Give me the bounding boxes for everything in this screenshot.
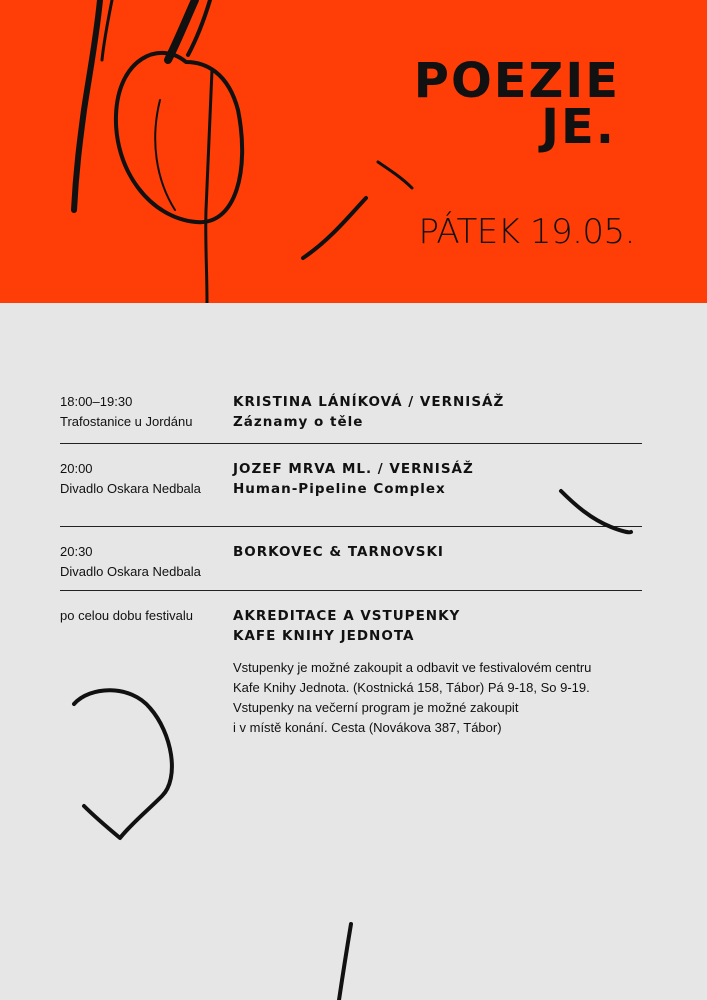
- program-when: [60, 542, 230, 582]
- program-when: [60, 392, 230, 432]
- program-subtitle: Human-Pipeline Complex: [233, 481, 446, 497]
- description-line: i v místě konání. Cesta (Novákova 387, Tábor): [233, 720, 502, 735]
- program-venue: Divadlo Oskara Nedbala: [60, 481, 201, 496]
- poster-header: [0, 0, 707, 303]
- scribble-line: [325, 918, 365, 1000]
- program-time: 18:00–19:30: [60, 394, 133, 409]
- title-line-2: JE.: [541, 99, 616, 155]
- program-what: [233, 392, 642, 432]
- program-time: 20:00: [60, 461, 93, 476]
- scribble-stroke: [555, 485, 645, 540]
- program-time: po celou dobu festivalu: [60, 608, 193, 623]
- program-title: AKREDITACE A VSTUPENKY: [233, 608, 461, 624]
- program-description: [233, 658, 642, 738]
- title-line-1: POEZIE: [413, 53, 620, 109]
- description-line: Vstupenky je možné zakoupit a odbavit ve festivalovém centru: [233, 660, 592, 675]
- program-what: [233, 542, 642, 562]
- program-title: KRISTINA LÁNÍKOVÁ / VERNISÁŽ: [233, 394, 505, 410]
- program-title: JOZEF MRVA ML. / VERNISÁŽ: [233, 461, 474, 477]
- program-when: [60, 606, 230, 626]
- program-title: BORKOVEC & TARNOVSKI: [233, 544, 444, 560]
- program-venue: Divadlo Oskara Nedbala: [60, 564, 201, 579]
- program-subtitle: Záznamy o těle: [233, 414, 364, 430]
- program-what: [233, 606, 642, 646]
- program-time: 20:30: [60, 544, 93, 559]
- program-row: [60, 392, 642, 444]
- program-subtitle: KAFE KNIHY JEDNOTA: [233, 628, 415, 644]
- event-date: PÁTEK 19.05.: [418, 212, 635, 252]
- program-when: [60, 459, 230, 499]
- scribble-hook: [60, 678, 190, 868]
- program-venue: Trafostanice u Jordánu: [60, 414, 193, 429]
- description-line: Kafe Knihy Jednota. (Kostnická 158, Tábor) Pá 9-18, So 9-19.: [233, 680, 590, 695]
- description-line: Vstupenky na večerní program je možné zakoupit: [233, 700, 519, 715]
- poster-title: [413, 53, 620, 155]
